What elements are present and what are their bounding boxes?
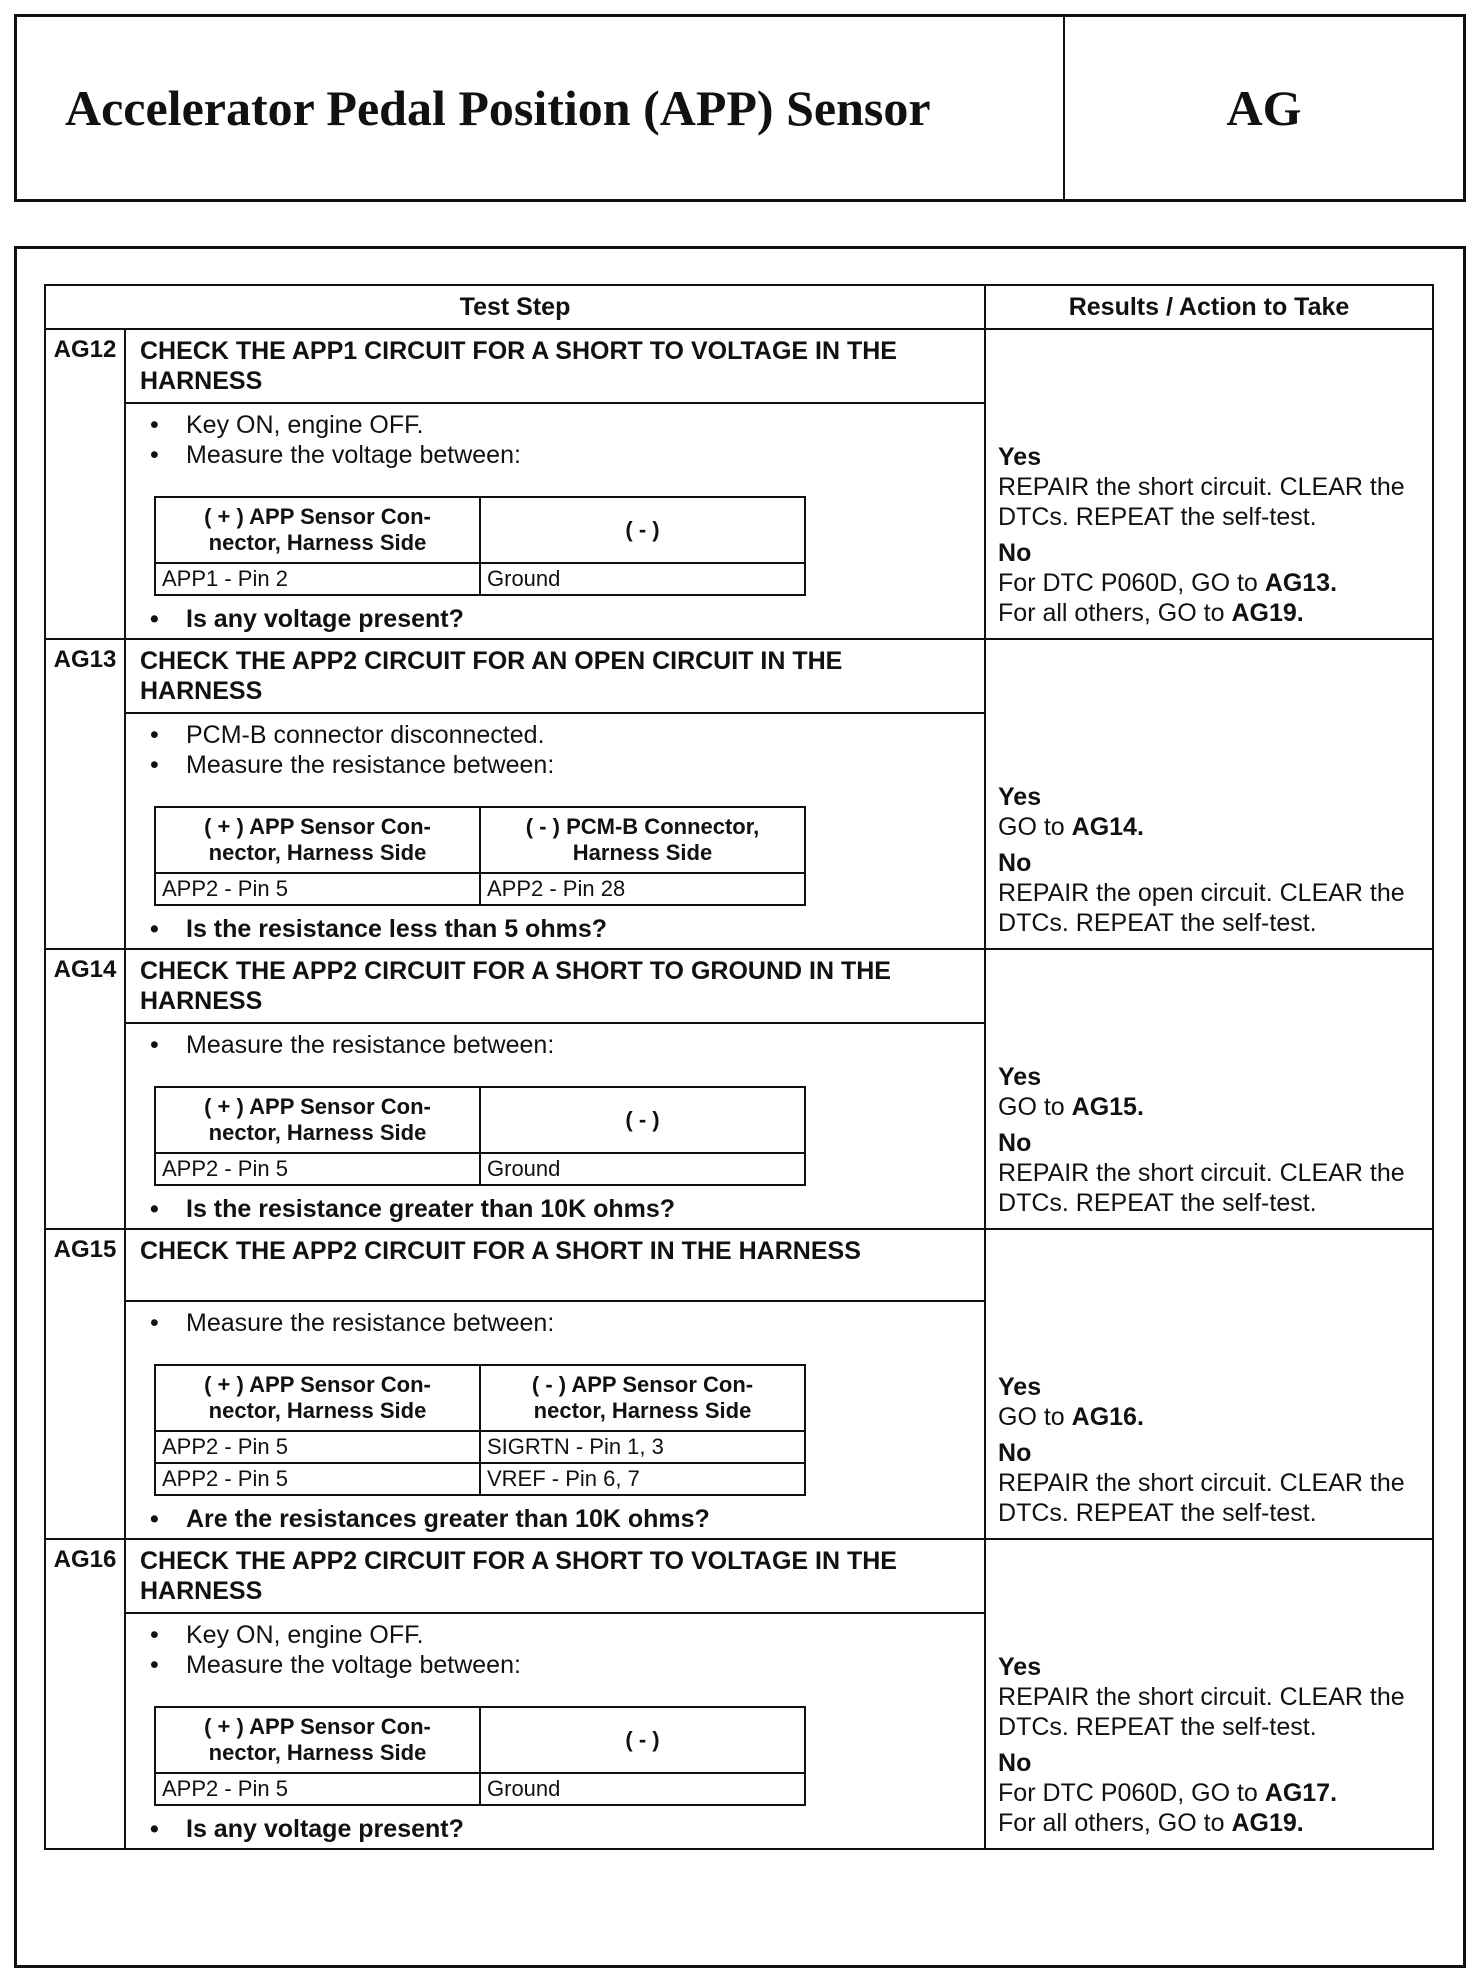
- measurement-header-row: [155, 1707, 805, 1773]
- step-instructions: [146, 720, 964, 780]
- table-header-row: [45, 285, 1433, 329]
- step-body: [125, 1023, 985, 1229]
- measurement-header: ( - ) PCM-B Connector, Harness Side: [480, 807, 805, 873]
- result-yes-line: GO to AG14.: [998, 813, 1144, 841]
- measurement-header-row: [155, 497, 805, 563]
- result-yes-label: Yes: [998, 1063, 1042, 1091]
- measurement-table: [154, 1706, 806, 1806]
- step-instructions: [146, 1620, 964, 1680]
- result-no-label: No: [998, 1129, 1032, 1157]
- instruction-item: • Measure the resistance between:: [146, 750, 964, 780]
- step-title: CHECK THE APP2 CIRCUIT FOR A SHORT IN THE HARNESS: [125, 1229, 985, 1301]
- step-result: [985, 329, 1433, 639]
- measurement-header: ( + ) APP Sensor Con- nector, Harness Side: [155, 1087, 480, 1153]
- measurement-table: [154, 1364, 806, 1496]
- result-yes-text: REPAIR the short circuit. CLEAR the DTCs. REPEAT the self-test.: [998, 1683, 1405, 1741]
- measurement-cell: SIGRTN - Pin 1, 3: [480, 1431, 805, 1463]
- instruction-item: • Measure the resistance between:: [146, 1030, 964, 1060]
- measurement-cell: Ground: [480, 1153, 805, 1185]
- measurement-table: [154, 806, 806, 906]
- step-reference: AG14.: [1071, 813, 1144, 841]
- step-result: [985, 1229, 1433, 1539]
- instruction-item: • PCM-B connector disconnected.: [146, 720, 964, 750]
- result-yes-text: REPAIR the short circuit. CLEAR the DTCs. REPEAT the self-test.: [998, 473, 1405, 531]
- instruction-item: • Key ON, engine OFF.: [146, 1620, 964, 1650]
- step-title: CHECK THE APP2 CIRCUIT FOR A SHORT TO GROUND IN THE HARNESS: [125, 949, 985, 1023]
- measurement-row: [155, 1463, 805, 1495]
- step-body: [125, 1301, 985, 1539]
- column-header-results: Results / Action to Take: [985, 285, 1433, 329]
- step-body: [125, 713, 985, 949]
- measurement-header: ( + ) APP Sensor Con- nector, Harness Side: [155, 1707, 480, 1773]
- measurement-row: [155, 1773, 805, 1805]
- result-yes-line: GO to AG16.: [998, 1403, 1144, 1431]
- measurement-header-row: [155, 1365, 805, 1431]
- step-instructions: [146, 410, 964, 470]
- step-title-row: [45, 639, 1433, 713]
- step-title-row: [45, 949, 1433, 1023]
- result-no-line: For DTC P060D, GO to AG17.: [998, 1779, 1338, 1807]
- instruction-item: • Key ON, engine OFF.: [146, 410, 964, 440]
- result-no-label: No: [998, 849, 1032, 877]
- result-yes-label: Yes: [998, 1373, 1042, 1401]
- result-yes-label: Yes: [998, 783, 1042, 811]
- result-no-label: No: [998, 1439, 1032, 1467]
- test-step-table: [44, 284, 1434, 1850]
- result-no-text: REPAIR the short circuit. CLEAR the DTCs. REPEAT the self-test.: [998, 1469, 1405, 1527]
- step-body: [125, 403, 985, 639]
- measurement-header: ( - ) APP Sensor Con- nector, Harness Side: [480, 1365, 805, 1431]
- measurement-cell: APP2 - Pin 28: [480, 873, 805, 905]
- measurement-cell: APP1 - Pin 2: [155, 563, 480, 595]
- step-id: AG13: [45, 639, 125, 949]
- measurement-table: [154, 1086, 806, 1186]
- instruction-item: • Measure the voltage between:: [146, 1650, 964, 1680]
- step-id: AG14: [45, 949, 125, 1229]
- measurement-cell: APP2 - Pin 5: [155, 1463, 480, 1495]
- measurement-row: [155, 1153, 805, 1185]
- measurement-header: ( + ) APP Sensor Con- nector, Harness Side: [155, 1365, 480, 1431]
- measurement-cell: APP2 - Pin 5: [155, 873, 480, 905]
- step-body: [125, 1613, 985, 1849]
- measurement-row: [155, 873, 805, 905]
- step-result: [985, 1539, 1433, 1849]
- result-no-text: REPAIR the short circuit. CLEAR the DTCs. REPEAT the self-test.: [998, 1159, 1405, 1217]
- measurement-cell: VREF - Pin 6, 7: [480, 1463, 805, 1495]
- step-reference: AG16.: [1071, 1403, 1144, 1431]
- result-yes-label: Yes: [998, 1653, 1042, 1681]
- step-reference: AG13.: [1264, 569, 1338, 597]
- step-id: AG15: [45, 1229, 125, 1539]
- step-question: • Is any voltage present?: [146, 604, 964, 634]
- step-title-row: [45, 329, 1433, 403]
- measurement-cell: APP2 - Pin 5: [155, 1431, 480, 1463]
- result-no-line: For all others, GO to AG19.: [998, 1809, 1304, 1837]
- measurement-row: [155, 1431, 805, 1463]
- measurement-row: [155, 563, 805, 595]
- step-title-row: [45, 1539, 1433, 1613]
- step-title: CHECK THE APP1 CIRCUIT FOR A SHORT TO VOLTAGE IN THE HARNESS: [125, 329, 985, 403]
- measurement-table: [154, 496, 806, 596]
- measurement-header: ( - ): [480, 497, 805, 563]
- step-title: CHECK THE APP2 CIRCUIT FOR AN OPEN CIRCUIT IN THE HARNESS: [125, 639, 985, 713]
- measurement-header: ( - ): [480, 1087, 805, 1153]
- measurement-header: ( - ): [480, 1707, 805, 1773]
- page-header: [14, 14, 1466, 202]
- step-question: • Is the resistance greater than 10K ohms?: [146, 1194, 964, 1224]
- result-no-text: REPAIR the open circuit. CLEAR the DTCs. REPEAT the self-test.: [998, 879, 1405, 937]
- step-result: [985, 639, 1433, 949]
- measurement-header: ( + ) APP Sensor Con- nector, Harness Side: [155, 807, 480, 873]
- instruction-item: • Measure the voltage between:: [146, 440, 964, 470]
- result-no-label: No: [998, 1749, 1032, 1777]
- column-header-test-step: Test Step: [45, 285, 985, 329]
- step-title: CHECK THE APP2 CIRCUIT FOR A SHORT TO VOLTAGE IN THE HARNESS: [125, 1539, 985, 1613]
- measurement-header-row: [155, 1087, 805, 1153]
- measurement-cell: APP2 - Pin 5: [155, 1153, 480, 1185]
- step-reference: AG15.: [1071, 1093, 1144, 1121]
- result-yes-label: Yes: [998, 443, 1042, 471]
- measurement-cell: Ground: [480, 563, 805, 595]
- measurement-cell: Ground: [480, 1773, 805, 1805]
- measurement-cell: APP2 - Pin 5: [155, 1773, 480, 1805]
- instruction-item: • Measure the resistance between:: [146, 1308, 964, 1338]
- page-title: Accelerator Pedal Position (APP) Sensor: [17, 17, 1065, 199]
- step-reference: AG17.: [1264, 1779, 1338, 1807]
- result-no-line: For DTC P060D, GO to AG13.: [998, 569, 1338, 597]
- step-title-row: [45, 1229, 1433, 1301]
- step-question: • Is any voltage present?: [146, 1814, 964, 1844]
- result-yes-line: GO to AG15.: [998, 1093, 1144, 1121]
- step-result: [985, 949, 1433, 1229]
- step-reference: AG19.: [1231, 1809, 1304, 1837]
- section-code: AG: [1226, 80, 1302, 136]
- step-question: • Are the resistances greater than 10K ohms?: [146, 1504, 964, 1534]
- step-reference: AG19.: [1231, 599, 1304, 627]
- step-instructions: [146, 1308, 964, 1338]
- measurement-header: ( + ) APP Sensor Con- nector, Harness Side: [155, 497, 480, 563]
- measurement-header-row: [155, 807, 805, 873]
- step-id: AG12: [45, 329, 125, 639]
- step-instructions: [146, 1030, 964, 1060]
- step-question: • Is the resistance less than 5 ohms?: [146, 914, 964, 944]
- result-no-label: No: [998, 539, 1032, 567]
- step-id: AG16: [45, 1539, 125, 1849]
- result-no-line: For all others, GO to AG19.: [998, 599, 1304, 627]
